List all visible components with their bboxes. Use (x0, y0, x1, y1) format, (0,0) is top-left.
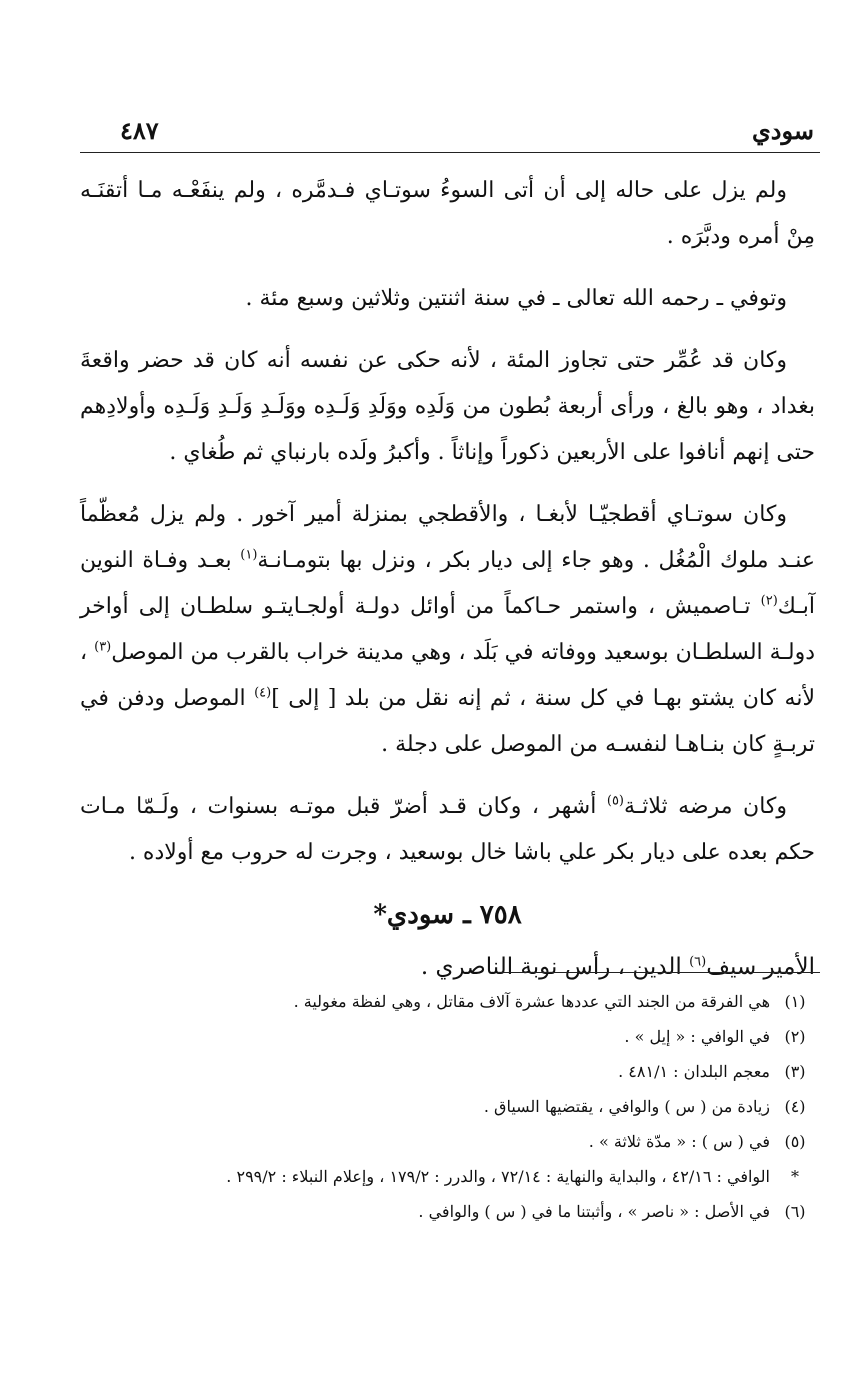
page-number: ٤٨٧ (120, 116, 159, 145)
footnote-text: زيادة من ( س ) والوافي ، يقتضيها السياق . (483, 1097, 770, 1116)
footnote-ref: (٦) (689, 954, 707, 970)
text-run: الدين ، رأس نوبة الناصري . (420, 954, 690, 980)
footnote-ref: (٢) (760, 593, 778, 609)
footnote-mark: (٥) (784, 1132, 806, 1151)
text-run: الموصل ودفن في تربـةٍ كان بنـاهـا لنفسـه من الموصل على دجلة . (80, 686, 815, 757)
main-text (80, 168, 815, 990)
text-run: تـاصميش ، واستمر حـاكماً من أوائل دولـة أولجـايتـو سلطـان إلى أواخر دولـة السلطـان بوسعيد ووفاته في بَلَد ، وهي مدينة خراب بالقرب من الموصل (80, 594, 816, 665)
page-header (80, 112, 820, 153)
footnote-mark: (١) (784, 992, 806, 1011)
footnote-mark: (٢) (784, 1027, 806, 1046)
paragraph: وكان قد عُمِّر حتى تجاوز المئة ، لأنه حكى عن نفسه أنه كان قد حضر واقعةَ بغداد ، وهو بالغ ، ورأى أربعة بُطون من وَلَدِه ووَلَدِ وَلَـدِه ووَلَـدِ وَلَـدِ وَلَـدِه وأولادِهم حتى إنهم أنافوا على الأربعين ذكوراً وإناثاً . وأكبرُ ولَده بارنباي ثم طُغاي . (80, 348, 815, 465)
footnote-text: في ( س ) : « مدّة ثلاثة » . (588, 1132, 770, 1151)
text-run: الأمير سيف (706, 954, 815, 980)
footnote-text: في الأصل : « ناصر » ، وأثبتنا ما في ( س ) والوافي . (418, 1202, 770, 1221)
footnote-separator (498, 972, 820, 973)
footnote-ref: (٣) (94, 639, 112, 655)
footnote (150, 1194, 820, 1229)
footnote-ref: (١) (240, 547, 258, 563)
text-run: وكان مرضه ثلاثـة (624, 794, 788, 819)
text-run: وكان سوتـاي أقطجيّـا لأبغـا ، والأقطجي بمنزلة أمير آخور . ولم يزل مُعظّماً عنـد ملوك الْمُغُل . وهو جاء إلى ديار بكر ، ونزل بها بتومـانـة (80, 502, 816, 573)
footnote-text: الوافي : ٤٢/١٦ ، والبداية والنهاية : ٧٢/١٤ ، والدرر : ١٧٩/٢ ، وإعلام النبلاء : ٢٩٩/٢ . (226, 1167, 770, 1186)
paragraph (80, 784, 815, 876)
text-run: أشهر ، وكان قـد أضرّ قبل موتـه بسنوات ، ولَـمّا مـات حكم بعده على ديار بكر علي باشا خال بوسعيد ، وجرت له حروب مع أولاده . (80, 794, 815, 865)
footnote (150, 1019, 820, 1054)
footnote-mark: (٤) (784, 1097, 806, 1116)
paragraph: ولم يزل على حاله إلى أن أتى السوءُ سوتـاي فـدمَّره ، ولم ينفَعْـه مـا أتقنَـه مِنْ أمره ودبَّرَه . (80, 178, 815, 249)
footnote-mark: (٣) (784, 1062, 806, 1081)
running-title: سودي (752, 116, 814, 145)
footnote (150, 984, 820, 1019)
footnote-text: في الوافي : « إيل » . (624, 1027, 770, 1046)
footnote-text: معجم البلدان : ٤٨١/١ . (618, 1062, 770, 1081)
footnote-ref: (٤) (254, 685, 272, 701)
footnote (150, 1159, 820, 1194)
text-run: بعـد وفـاة النوين آبـك (80, 548, 815, 619)
paragraph: وتوفي ـ رحمه الله تعالى ـ في سنة اثنتين وثلاثين وسبع مئة . (245, 286, 787, 311)
footnote-mark: * (791, 1167, 799, 1186)
footnote-ref: (٥) (606, 793, 624, 809)
entry-heading: ٧٥٨ ـ سودي* (373, 900, 522, 930)
footnote (150, 1124, 820, 1159)
paragraph (80, 492, 815, 768)
footnotes (150, 984, 820, 1229)
footnote-mark: (٦) (784, 1202, 806, 1221)
footnote (150, 1054, 820, 1089)
text-run: ، لأنه كان يشتو بهـا في كل سنة ، ثم إنه نقل من بلد [ إلى ] (80, 640, 816, 711)
footnote-text: هي الفرقة من الجند التي عددها عشرة آلاف مقاتل ، وهي لفظة مغولية . (293, 992, 770, 1011)
footnote (150, 1089, 820, 1124)
